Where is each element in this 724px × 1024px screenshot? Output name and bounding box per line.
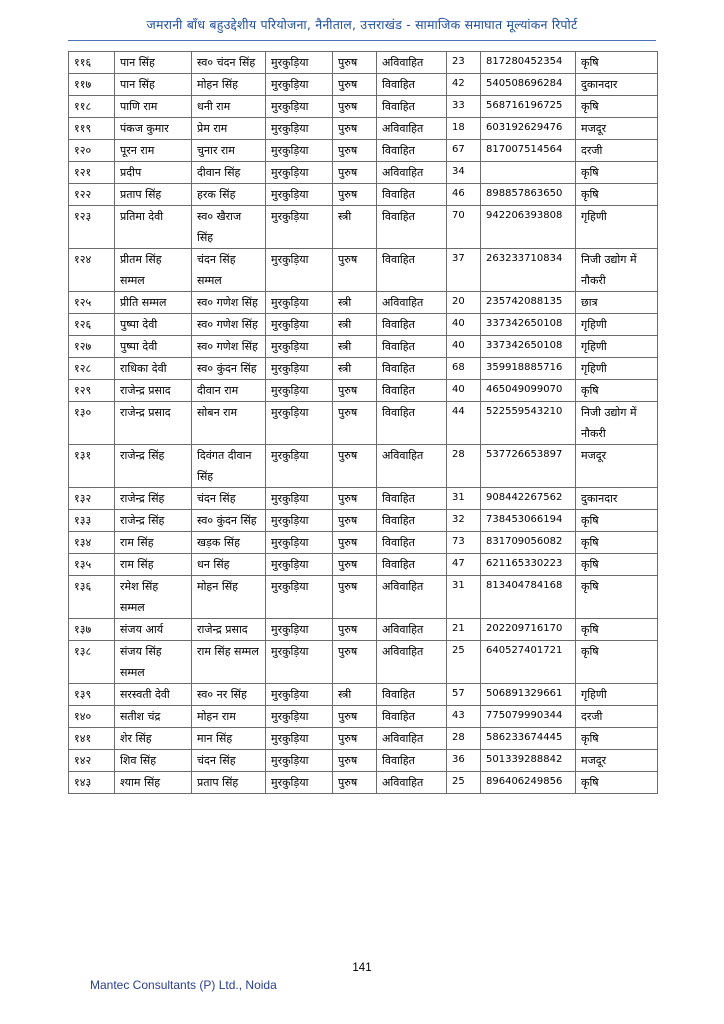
name-cell: राजेन्द्र प्रसाद [115,402,192,445]
aadhaar-no-cell: 337342650108 [481,314,576,336]
occupation-cell: कृषि [576,532,658,554]
aadhaar-no-cell: 942206393808 [481,206,576,249]
occupation-cell: कृषि [576,162,658,184]
table-row [69,750,658,772]
serial-no-cell: १३० [69,402,115,445]
village-cell: मुरकुड़िया [266,74,333,96]
serial-no-cell: १४१ [69,728,115,750]
table-row [69,52,658,74]
occupation-cell: दुकानदार [576,488,658,510]
occupation-cell: गृहिणी [576,206,658,249]
name-cell: सरस्वती देवी [115,684,192,706]
table-row [69,118,658,140]
name-cell: राधिका देवी [115,358,192,380]
serial-no-cell: १२५ [69,292,115,314]
age-cell: 34 [447,162,481,184]
table-row [69,728,658,750]
village-cell: मुरकुड़िया [266,380,333,402]
father-name-cell: हरक सिंह [192,184,266,206]
occupation-cell: गृहिणी [576,358,658,380]
father-name-cell: मोहन राम [192,706,266,728]
marital-status-cell: विवाहित [377,532,447,554]
aadhaar-no-cell: 263233710834 [481,249,576,292]
occupation-cell: कृषि [576,641,658,684]
village-cell: मुरकुड़िया [266,118,333,140]
marital-status-cell: विवाहित [377,96,447,118]
village-cell: मुरकुड़िया [266,292,333,314]
father-name-cell: स्व० खैराज सिंह [192,206,266,249]
occupation-cell: दरजी [576,706,658,728]
marital-status-cell: विवाहित [377,206,447,249]
aadhaar-no-cell: 568716196725 [481,96,576,118]
name-cell: प्रताप सिंह [115,184,192,206]
marital-status-cell: अविवाहित [377,162,447,184]
age-cell: 36 [447,750,481,772]
serial-no-cell: १३८ [69,641,115,684]
gender-cell: पुरुष [333,445,377,488]
village-cell: मुरकुड़िया [266,206,333,249]
aadhaar-no-cell: 337342650108 [481,336,576,358]
age-cell: 18 [447,118,481,140]
table-row [69,206,658,249]
aadhaar-no-cell: 640527401721 [481,641,576,684]
village-cell: मुरकुड़िया [266,728,333,750]
table-row [69,554,658,576]
aadhaar-no-cell: 465049099070 [481,380,576,402]
age-cell: 68 [447,358,481,380]
gender-cell: पुरुष [333,772,377,794]
serial-no-cell: १३९ [69,684,115,706]
gender-cell: पुरुष [333,74,377,96]
aadhaar-no-cell: 235742088135 [481,292,576,314]
aadhaar-no-cell: 908442267562 [481,488,576,510]
header-rule [68,40,656,41]
village-cell: मुरकुड़िया [266,358,333,380]
age-cell: 73 [447,532,481,554]
marital-status-cell: विवाहित [377,684,447,706]
name-cell: राम सिंह [115,532,192,554]
gender-cell: पुरुष [333,706,377,728]
name-cell: राजेन्द्र प्रसाद [115,380,192,402]
marital-status-cell: विवाहित [377,750,447,772]
gender-cell: पुरुष [333,118,377,140]
gender-cell: पुरुष [333,510,377,532]
table-row [69,619,658,641]
occupation-cell: कृषि [576,772,658,794]
father-name-cell: मान सिंह [192,728,266,750]
table-row [69,772,658,794]
marital-status-cell: विवाहित [377,488,447,510]
father-name-cell: स्व० गणेश सिंह [192,314,266,336]
father-name-cell: चंदन सिंह [192,750,266,772]
serial-no-cell: ११९ [69,118,115,140]
occupation-cell: कृषि [576,184,658,206]
father-name-cell: दीवान सिंह [192,162,266,184]
table-row [69,532,658,554]
serial-no-cell: ११८ [69,96,115,118]
village-cell: मुरकुड़िया [266,162,333,184]
village-cell: मुरकुड़िया [266,184,333,206]
serial-no-cell: १३६ [69,576,115,619]
father-name-cell: चंदन सिंह [192,488,266,510]
aadhaar-no-cell: 506891329661 [481,684,576,706]
name-cell: राजेन्द्र सिंह [115,510,192,532]
table-row [69,96,658,118]
table-row [69,402,658,445]
table-row [69,706,658,728]
father-name-cell: स्व० कुंदन सिंह [192,358,266,380]
occupation-cell: निजी उद्योग में नौकरी [576,402,658,445]
village-cell: मुरकुड़िया [266,249,333,292]
occupation-cell: कृषि [576,619,658,641]
gender-cell: पुरुष [333,184,377,206]
page-number: 141 [352,962,372,974]
occupation-cell: कृषि [576,728,658,750]
name-cell: शेर सिंह [115,728,192,750]
aadhaar-no-cell: 831709056082 [481,532,576,554]
gender-cell: स्त्री [333,206,377,249]
occupation-cell: कृषि [576,52,658,74]
marital-status-cell: अविवाहित [377,619,447,641]
marital-status-cell: अविवाहित [377,445,447,488]
age-cell: 33 [447,96,481,118]
age-cell: 31 [447,576,481,619]
age-cell: 67 [447,140,481,162]
occupation-cell: कृषि [576,576,658,619]
survey-table [68,51,658,794]
occupation-cell: दरजी [576,140,658,162]
name-cell: संजय सिंह सम्मल [115,641,192,684]
marital-status-cell: विवाहित [377,380,447,402]
age-cell: 44 [447,402,481,445]
father-name-cell: धन सिंह [192,554,266,576]
marital-status-cell: अविवाहित [377,576,447,619]
table-row [69,74,658,96]
name-cell: पूरन राम [115,140,192,162]
name-cell: राम सिंह [115,554,192,576]
marital-status-cell: अविवाहित [377,292,447,314]
aadhaar-no-cell: 540508696284 [481,74,576,96]
aadhaar-no-cell: 896406249856 [481,772,576,794]
father-name-cell: मोहन सिंह [192,74,266,96]
gender-cell: पुरुष [333,96,377,118]
name-cell: पान सिंह [115,52,192,74]
serial-no-cell: ११६ [69,52,115,74]
age-cell: 20 [447,292,481,314]
occupation-cell: छात्र [576,292,658,314]
village-cell: मुरकुड़िया [266,52,333,74]
serial-no-cell: १२७ [69,336,115,358]
marital-status-cell: विवाहित [377,402,447,445]
serial-no-cell: १३५ [69,554,115,576]
gender-cell: पुरुष [333,619,377,641]
name-cell: प्रीतम सिंह सम्मल [115,249,192,292]
age-cell: 32 [447,510,481,532]
father-name-cell: सोबन राम [192,402,266,445]
marital-status-cell: विवाहित [377,510,447,532]
name-cell: रमेश सिंह सम्मल [115,576,192,619]
village-cell: मुरकुड़िया [266,445,333,488]
occupation-cell: कृषि [576,380,658,402]
age-cell: 21 [447,619,481,641]
father-name-cell: राजेन्द्र प्रसाद [192,619,266,641]
aadhaar-no-cell: 775079990344 [481,706,576,728]
name-cell: संजय आर्य [115,619,192,641]
name-cell: प्रीति सम्मल [115,292,192,314]
gender-cell: पुरुष [333,728,377,750]
gender-cell: पुरुष [333,488,377,510]
age-cell: 25 [447,641,481,684]
aadhaar-no-cell: 603192629476 [481,118,576,140]
father-name-cell: दीवान राम [192,380,266,402]
aadhaar-no-cell: 537726653897 [481,445,576,488]
name-cell: पुष्पा देवी [115,314,192,336]
occupation-cell: कृषि [576,96,658,118]
age-cell: 37 [447,249,481,292]
occupation-cell: कृषि [576,510,658,532]
table-row [69,249,658,292]
father-name-cell: स्व० गणेश सिंह [192,292,266,314]
marital-status-cell: विवाहित [377,184,447,206]
serial-no-cell: १४० [69,706,115,728]
serial-no-cell: १४२ [69,750,115,772]
table-row [69,684,658,706]
name-cell: शिव सिंह [115,750,192,772]
occupation-cell: कृषि [576,554,658,576]
village-cell: मुरकुड़िया [266,488,333,510]
gender-cell: पुरुष [333,140,377,162]
age-cell: 43 [447,706,481,728]
table-row [69,358,658,380]
gender-cell: पुरुष [333,576,377,619]
table-row [69,488,658,510]
age-cell: 40 [447,336,481,358]
aadhaar-no-cell: 898857863650 [481,184,576,206]
table-row [69,336,658,358]
table-row [69,292,658,314]
serial-no-cell: १२० [69,140,115,162]
serial-no-cell: १२४ [69,249,115,292]
marital-status-cell: विवाहित [377,74,447,96]
aadhaar-no-cell: 501339288842 [481,750,576,772]
gender-cell: स्त्री [333,336,377,358]
marital-status-cell: अविवाहित [377,52,447,74]
serial-no-cell: १३४ [69,532,115,554]
table-row [69,140,658,162]
father-name-cell: स्व० चंदन सिंह [192,52,266,74]
gender-cell: पुरुष [333,641,377,684]
age-cell: 25 [447,772,481,794]
marital-status-cell: अविवाहित [377,772,447,794]
table-row [69,510,658,532]
village-cell: मुरकुड़िया [266,96,333,118]
aadhaar-no-cell: 738453066194 [481,510,576,532]
name-cell: पुष्पा देवी [115,336,192,358]
aadhaar-no-cell: 359918885716 [481,358,576,380]
age-cell: 31 [447,488,481,510]
serial-no-cell: १२९ [69,380,115,402]
occupation-cell: गृहिणी [576,336,658,358]
father-name-cell: प्रेम राम [192,118,266,140]
gender-cell: पुरुष [333,52,377,74]
aadhaar-no-cell: 817007514564 [481,140,576,162]
serial-no-cell: १३७ [69,619,115,641]
marital-status-cell: विवाहित [377,554,447,576]
age-cell: 42 [447,74,481,96]
village-cell: मुरकुड़िया [266,510,333,532]
serial-no-cell: १३३ [69,510,115,532]
age-cell: 23 [447,52,481,74]
gender-cell: पुरुष [333,532,377,554]
company-footer: Mantec Consultants (P) Ltd., Noida [90,978,277,992]
serial-no-cell: १२२ [69,184,115,206]
village-cell: मुरकुड़िया [266,314,333,336]
gender-cell: स्त्री [333,684,377,706]
occupation-cell: मजदूर [576,445,658,488]
serial-no-cell: ११७ [69,74,115,96]
marital-status-cell: विवाहित [377,314,447,336]
table-row [69,314,658,336]
marital-status-cell: विवाहित [377,336,447,358]
gender-cell: पुरुष [333,380,377,402]
serial-no-cell: १२८ [69,358,115,380]
occupation-cell: मजदूर [576,118,658,140]
name-cell: सतीश चंद्र [115,706,192,728]
village-cell: मुरकुड़िया [266,402,333,445]
occupation-cell: दुकानदार [576,74,658,96]
table-row [69,162,658,184]
name-cell: श्याम सिंह [115,772,192,794]
serial-no-cell: १२१ [69,162,115,184]
father-name-cell: स्व० कुंदन सिंह [192,510,266,532]
age-cell: 46 [447,184,481,206]
village-cell: मुरकुड़िया [266,619,333,641]
name-cell: पान सिंह [115,74,192,96]
table-row [69,641,658,684]
age-cell: 57 [447,684,481,706]
aadhaar-no-cell: 813404784168 [481,576,576,619]
village-cell: मुरकुड़िया [266,140,333,162]
aadhaar-no-cell [481,162,576,184]
gender-cell: स्त्री [333,292,377,314]
father-name-cell: मोहन सिंह [192,576,266,619]
father-name-cell: खड़क सिंह [192,532,266,554]
village-cell: मुरकुड़िया [266,532,333,554]
gender-cell: स्त्री [333,314,377,336]
marital-status-cell: अविवाहित [377,728,447,750]
village-cell: मुरकुड़िया [266,684,333,706]
gender-cell: पुरुष [333,249,377,292]
serial-no-cell: १२६ [69,314,115,336]
occupation-cell: निजी उद्योग में नौकरी [576,249,658,292]
village-cell: मुरकुड़िया [266,706,333,728]
age-cell: 28 [447,728,481,750]
aadhaar-no-cell: 202209716170 [481,619,576,641]
father-name-cell: चुनार राम [192,140,266,162]
age-cell: 40 [447,380,481,402]
father-name-cell: प्रताप सिंह [192,772,266,794]
name-cell: पाणि राम [115,96,192,118]
village-cell: मुरकुड़िया [266,772,333,794]
village-cell: मुरकुड़िया [266,576,333,619]
serial-no-cell: १३१ [69,445,115,488]
marital-status-cell: विवाहित [377,140,447,162]
village-cell: मुरकुड़िया [266,750,333,772]
gender-cell: पुरुष [333,554,377,576]
occupation-cell: गृहिणी [576,314,658,336]
father-name-cell: दिवंगत दीवान सिंह [192,445,266,488]
father-name-cell: स्व० नर सिंह [192,684,266,706]
marital-status-cell: विवाहित [377,706,447,728]
name-cell: प्रतिमा देवी [115,206,192,249]
aadhaar-no-cell: 522559543210 [481,402,576,445]
occupation-cell: गृहिणी [576,684,658,706]
name-cell: प्रदीप [115,162,192,184]
occupation-cell: मजदूर [576,750,658,772]
age-cell: 47 [447,554,481,576]
table-row [69,380,658,402]
village-cell: मुरकुड़िया [266,336,333,358]
survey-table-body [69,52,658,794]
serial-no-cell: १४३ [69,772,115,794]
table-row [69,184,658,206]
marital-status-cell: विवाहित [377,358,447,380]
age-cell: 70 [447,206,481,249]
marital-status-cell: अविवाहित [377,641,447,684]
page-header-title: जमरानी बाँध बहुउद्देशीय परियोजना, नैनीताल, उत्तराखंड - सामाजिक समाघात मूल्यांकन रिपोर्ट [146,17,578,32]
gender-cell: पुरुष [333,750,377,772]
aadhaar-no-cell: 621165330223 [481,554,576,576]
table-row [69,445,658,488]
table-row [69,576,658,619]
name-cell: पंकज कुमार [115,118,192,140]
age-cell: 40 [447,314,481,336]
aadhaar-no-cell: 586233674445 [481,728,576,750]
gender-cell: पुरुष [333,402,377,445]
name-cell: राजेन्द्र सिंह [115,445,192,488]
marital-status-cell: अविवाहित [377,118,447,140]
serial-no-cell: १२३ [69,206,115,249]
aadhaar-no-cell: 817280452354 [481,52,576,74]
father-name-cell: स्व० गणेश सिंह [192,336,266,358]
name-cell: राजेन्द्र सिंह [115,488,192,510]
age-cell: 28 [447,445,481,488]
marital-status-cell: विवाहित [377,249,447,292]
village-cell: मुरकुड़िया [266,554,333,576]
father-name-cell: चंदन सिंह सम्मल [192,249,266,292]
father-name-cell: राम सिंह सम्मल [192,641,266,684]
village-cell: मुरकुड़िया [266,641,333,684]
serial-no-cell: १३२ [69,488,115,510]
gender-cell: पुरुष [333,162,377,184]
gender-cell: स्त्री [333,358,377,380]
father-name-cell: धनी राम [192,96,266,118]
